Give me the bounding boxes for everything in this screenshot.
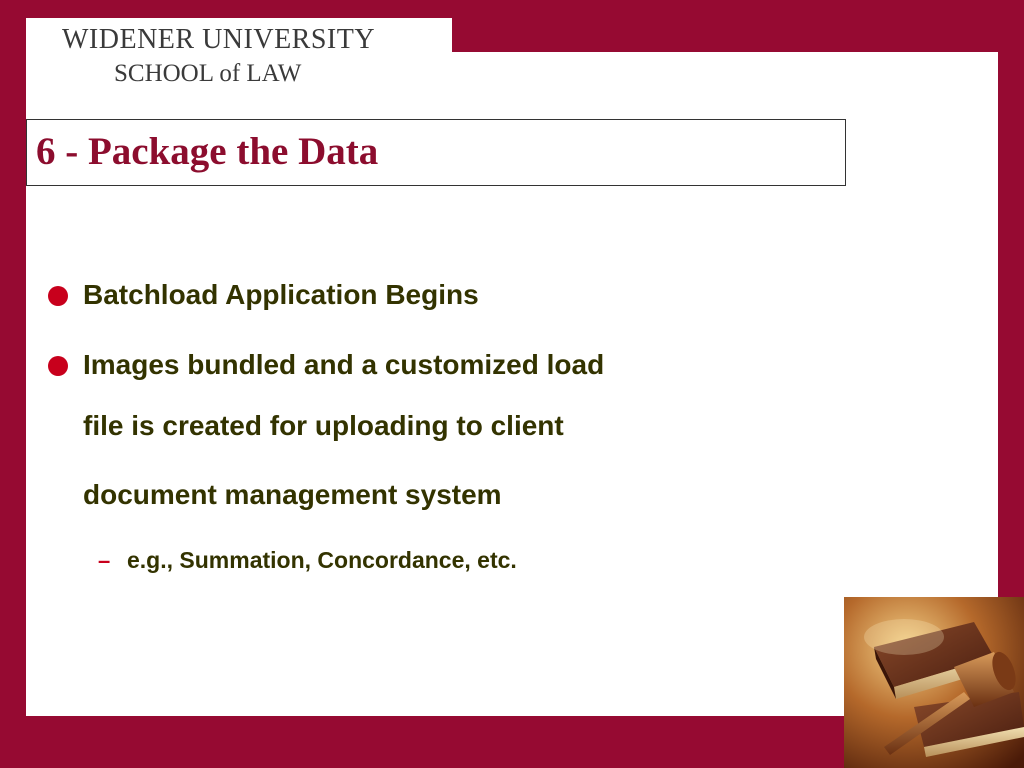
logo-line-university: WIDENER UNIVERSITY: [62, 24, 376, 55]
slide-title: 6 - Package the Data: [36, 130, 379, 173]
gavel-on-books-icon: [844, 597, 1024, 768]
bullet-text: Batchload Application Begins: [83, 279, 479, 310]
bullet-text-continued: file is created for uploading to client: [83, 410, 564, 441]
title-box: [26, 119, 846, 186]
bullet-text-continued: document management system: [83, 479, 502, 510]
gavel-photo: [844, 597, 1024, 768]
sub-bullet-dash: –: [98, 548, 111, 573]
sub-bullet-text: e.g., Summation, Concordance, etc.: [127, 547, 517, 573]
bullet-dot: [48, 356, 68, 376]
bullet-text: Images bundled and a customized load: [83, 349, 605, 380]
logo-line-school: SCHOOL of LAW: [114, 60, 302, 87]
university-logo: [26, 18, 452, 108]
bullet-dot: [48, 286, 68, 306]
